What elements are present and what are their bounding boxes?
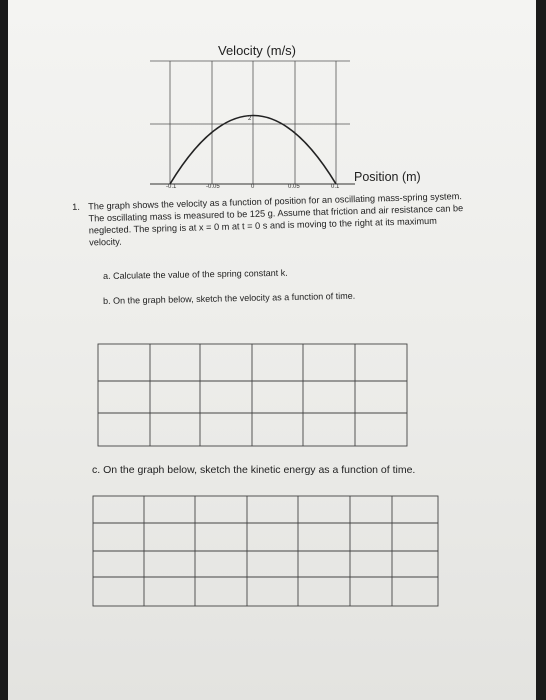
x-tick-label: -0.1 — [166, 184, 177, 190]
question-number: 1. — [72, 201, 80, 212]
question-part-a: a. Calculate the value of the spring constant k. — [103, 267, 288, 281]
y-tick-label: 2 — [248, 116, 252, 122]
graph-x-axis-label: Position (m) — [354, 170, 421, 184]
x-tick-label: 0.1 — [331, 184, 340, 190]
velocity-time-sketch-grid — [97, 343, 408, 447]
x-tick-label: -0.05 — [206, 184, 220, 190]
graph-y-axis-label: Velocity (m/s) — [218, 43, 297, 58]
question-text: The graph shows the velocity as a function of position for an oscillating mass-spring system. The oscillating mass is measured to be 125 g. Assume that friction and air resistance can be neglected. The spring is at x = 0 m at t = 0 s and is moving to the right at its maximum velocity. — [88, 191, 464, 248]
x-tick-label: 0 — [251, 184, 255, 190]
question-part-b: b. On the graph below, sketch the velocity as a function of time. — [103, 290, 356, 306]
x-tick-label: 0.05 — [288, 184, 300, 190]
velocity-position-graph — [150, 52, 360, 202]
question-part-c: c. On the graph below, sketch the kinetic energy as a function of time. — [92, 464, 416, 476]
kinetic-energy-sketch-grid — [92, 495, 439, 607]
